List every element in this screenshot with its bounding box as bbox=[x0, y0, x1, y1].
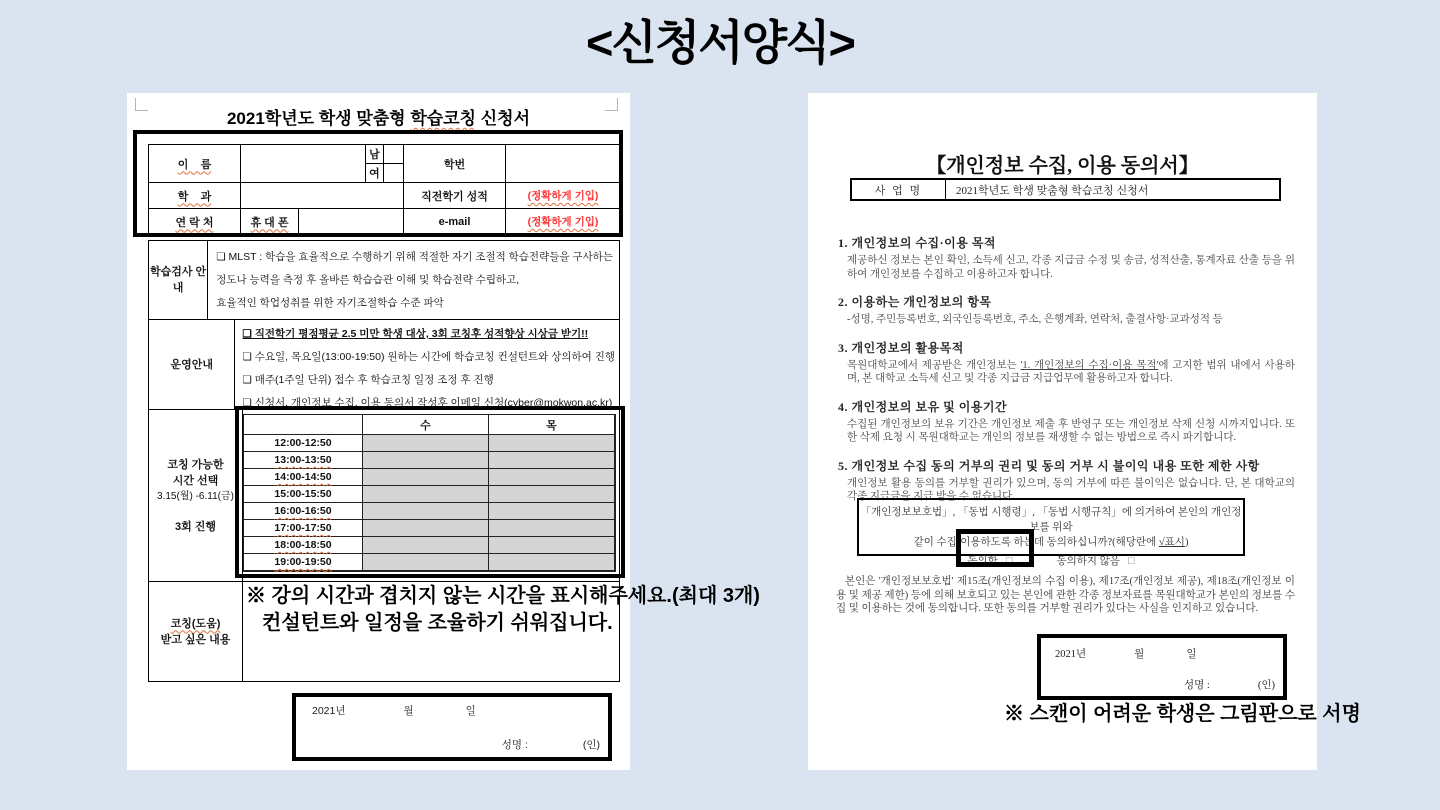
section-heading: 5. 개인정보 수집 동의 거부의 권리 및 동의 거부 시 불이익 내용 또한 제한 사항 bbox=[838, 458, 1260, 473]
timetable-col-thursday: 목 bbox=[489, 415, 615, 435]
highlight-rect-timetable bbox=[235, 406, 625, 578]
mobile-label: 휴 대 폰 bbox=[241, 209, 299, 235]
consent-form-page bbox=[808, 93, 1317, 770]
slide-title: <신청서양식> bbox=[586, 16, 854, 69]
consent-line2-pre: 같이 수집·이용하도록 하는데 동의하십니까?(해당란에 bbox=[913, 537, 1159, 548]
consent-section-3 bbox=[838, 339, 1295, 386]
time-slot-label: 13:00-13:50 bbox=[244, 452, 363, 469]
timetable-col-wednesday: 수 bbox=[363, 415, 489, 435]
schedule-overlay-note bbox=[246, 583, 760, 637]
consent-line2-post: ) bbox=[1184, 537, 1189, 548]
signature-box bbox=[1037, 634, 1287, 700]
coaching-request-label bbox=[149, 582, 243, 681]
time-slot-label: 19:00-19:50 bbox=[244, 554, 363, 571]
schedule-overlay-note-line1: ※ 강의 시간과 겹치지 않는 시간을 표시해주세요.(최대 3개) bbox=[246, 585, 760, 607]
schedule-label-line: 코칭 가능한 bbox=[167, 458, 224, 471]
gender-female-label: 여 bbox=[366, 164, 384, 183]
signature-date-line bbox=[312, 703, 476, 718]
section-body: 제공하신 정보는 본인 확인, 소득세 신고, 각종 지급금 수정 및 송금, 성적산출, 통계자료 산출 등을 위하여 개인정보를 수집하고 이용하고자 합니다. bbox=[847, 255, 1295, 280]
consent-section-5 bbox=[838, 457, 1295, 504]
name-label: 이 름 bbox=[149, 145, 241, 183]
section-heading: 3. 개인정보의 활용목적 bbox=[838, 340, 964, 355]
schedule-count: 3회 진행 bbox=[174, 520, 217, 533]
coaching-request-label-line: 코칭(도움) bbox=[170, 617, 221, 630]
agree-checkbox: □ bbox=[1005, 555, 1013, 567]
signature-month: 월 bbox=[1134, 649, 1145, 660]
consent-question-line1: 「개인정보보호법」, 「동법 시행령」, 「동법 시행규칙」에 의거하여 본인의 개인정보를 위와 bbox=[860, 507, 1242, 533]
section-heading: 1. 개인정보의 수집·이용 목적 bbox=[838, 236, 997, 250]
email-label: e-mail bbox=[404, 209, 506, 235]
section-heading: 4. 개인정보의 보유 및 이용기간 bbox=[838, 399, 1008, 414]
operation-info-row bbox=[148, 320, 620, 410]
form-title bbox=[127, 104, 630, 129]
coaching-request-label-line: 받고 싶은 내용 bbox=[160, 633, 231, 646]
signature-name-line bbox=[502, 737, 600, 752]
consent-legal-paragraph: 본인은 '개인정보보호법' 제15조(개인정보의 수집 이용), 제17조(개인정보 제공), 제18조(개인정보 이용 및 제공 제한) 등에 의해 보호되고 있는 본인에 관한 각종 정보자료를 목원대학교가 본인의 정보를 수집 및 이용하는 것에 동의합니다. 또한 동의를 거부할 권리가 있다는 사실을 인지하고 있습니다. bbox=[836, 576, 1295, 614]
signature-day: 일 bbox=[1186, 649, 1197, 660]
section-heading: 2. 이용하는 개인정보의 항목 bbox=[838, 295, 992, 309]
highlight-rect-info-table bbox=[133, 130, 623, 237]
signature-seal: (인) bbox=[582, 739, 600, 751]
form-title-marked: 학습코칭 bbox=[410, 109, 477, 128]
time-slot-label: 15:00-15:50 bbox=[244, 486, 363, 503]
signature-name-line bbox=[1184, 677, 1275, 692]
schedule-label bbox=[149, 410, 243, 581]
time-slot-label: 12:00-12:50 bbox=[244, 435, 363, 452]
grade-accuracy-note: (정확하게 기입) bbox=[506, 183, 621, 209]
student-id-label: 학번 bbox=[404, 145, 506, 183]
test-info-line: 정도나 능력을 측정 후 올바른 학습습관 이해 및 학습전략 수립하고, bbox=[216, 274, 520, 286]
section-body-underlined: '1. 개인정보의 수집·이용 목적' bbox=[1020, 359, 1159, 371]
section-body: -성명, 주민등록번호, 외국인등록번호, 주소, 은행계좌, 연락처, 출결사항·교과성적 등 bbox=[847, 314, 1223, 325]
consent-check-mark-note: √표시 bbox=[1158, 537, 1185, 548]
signature-day: 일 bbox=[465, 705, 476, 717]
test-info-line: ❏ MLST : 학습을 효율적으로 수행하기 위해 적절한 자기 조절적 학습전략들을 구사하는 bbox=[216, 251, 613, 263]
time-slot-label: 17:00-17:50 bbox=[244, 520, 363, 537]
operation-line: ❏ 직전학기 평점평균 2.5 미만 학생 대상, 3회 코칭후 성적향상 시상금 받기!! bbox=[242, 328, 589, 340]
signature-month: 월 bbox=[403, 705, 414, 717]
business-name-label: 사 업 명 bbox=[852, 180, 946, 199]
section-body-post: 에 고지한 범위 내에서 사용하며, 본 대학교 소득세 신고 및 각종 지급금 지급업무에 활용하고자 합니다. bbox=[847, 359, 1295, 384]
consent-section-4 bbox=[838, 398, 1295, 445]
schedule-period: 3.15(월) -6.11(금) bbox=[157, 490, 234, 502]
business-name-value: 2021학년도 학생 맞춤형 학습코칭 신청서 bbox=[956, 184, 1149, 197]
test-info-row bbox=[148, 240, 620, 320]
schedule-label-line: 시간 선택 bbox=[172, 474, 219, 487]
section-body: 수집된 개인정보의 보유 기간은 개인정보 제출 후 반영구 또는 개인정보 삭제 신청 시까지입니다. 또한 삭제 요청 시 목원대학교는 개인의 정보를 재생할 수 없는 방법으로 즉시 파기합니다. bbox=[847, 418, 1295, 443]
section-body-pre: 목원대학교에서 제공받은 개인정보는 bbox=[847, 359, 1021, 371]
signature-year: 2021년 bbox=[312, 705, 346, 717]
operation-content bbox=[235, 320, 619, 409]
section-body bbox=[838, 359, 1295, 386]
previous-grade-label: 직전학기 성적 bbox=[404, 183, 506, 209]
signature-seal: (인) bbox=[1257, 680, 1275, 691]
signature-year: 2021년 bbox=[1055, 649, 1087, 660]
department-label: 학 과 bbox=[149, 183, 241, 209]
signature-name-label: 성명 : bbox=[501, 739, 528, 751]
consent-question-line2 bbox=[859, 535, 1243, 550]
application-form-page bbox=[127, 93, 630, 770]
consent-sections bbox=[838, 234, 1295, 516]
test-info-content bbox=[208, 241, 619, 319]
consent-section-2 bbox=[838, 293, 1295, 327]
time-slot-label: 18:00-18:50 bbox=[244, 537, 363, 554]
signature-date-line bbox=[1055, 646, 1196, 661]
signature-name-label: 성명 : bbox=[1184, 680, 1210, 691]
gender-male-label: 남 bbox=[366, 145, 384, 164]
consent-section-1 bbox=[838, 234, 1295, 281]
schedule-overlay-note-line2: 컨설턴트와 일정을 조율하기 쉬워집니다. bbox=[262, 612, 613, 634]
operation-label: 운영안내 bbox=[149, 320, 235, 409]
form-title-pre: 2021학년도 학생 맞춤형 bbox=[226, 109, 411, 128]
test-info-line: 효율적인 학업성취를 위한 자기조절학습 수준 파악 bbox=[216, 297, 444, 309]
scan-overlay-note: ※ 스캔이 어려운 학생은 그림판으로 서명 bbox=[1004, 703, 1361, 725]
form-title-post: 신청서 bbox=[476, 109, 531, 128]
test-info-label: 학습검사 안내 bbox=[149, 241, 208, 319]
disagree-checkbox: □ bbox=[1127, 555, 1135, 567]
highlight-rect-agree-option bbox=[956, 529, 1034, 567]
disagree-label: 동의하지 않음 bbox=[1056, 556, 1120, 567]
time-slot-label: 16:00-16:50 bbox=[244, 503, 363, 520]
contact-label: 연 락 처 bbox=[149, 209, 241, 235]
operation-line: ❏ 매주(1주일 단위) 접수 후 학습코칭 일정 조정 후 진행 bbox=[242, 374, 494, 386]
consent-options-row bbox=[859, 554, 1243, 569]
consent-question-box bbox=[857, 498, 1245, 567]
consent-form-title: 【개인정보 수집, 이용 동의서】 bbox=[926, 155, 1199, 177]
signature-box bbox=[292, 693, 612, 761]
email-accuracy-note: (정확하게 기입) bbox=[506, 209, 621, 235]
section-body: 개인정보 활용 동의를 거부할 권리가 있으며, 동의 거부에 따른 불이익은 없습니다. 단, 본 대학교의 각종 지급금을 지급 받을 수 없습니다. bbox=[847, 477, 1295, 502]
agree-label: 동의함 bbox=[967, 556, 998, 567]
operation-line: ❏ 신청서, 개인정보 수집, 이용 동의서 작성후 이메일 신청(cyber@mokwon.ac.kr) bbox=[242, 397, 613, 409]
time-slot-label: 14:00-14:50 bbox=[244, 469, 363, 486]
operation-line: ❏ 수요일, 목요일(13:00-19:50) 원하는 시간에 학습코칭 컨설턴트와 상의하여 진행 bbox=[242, 351, 615, 363]
business-name-table bbox=[850, 178, 1281, 201]
